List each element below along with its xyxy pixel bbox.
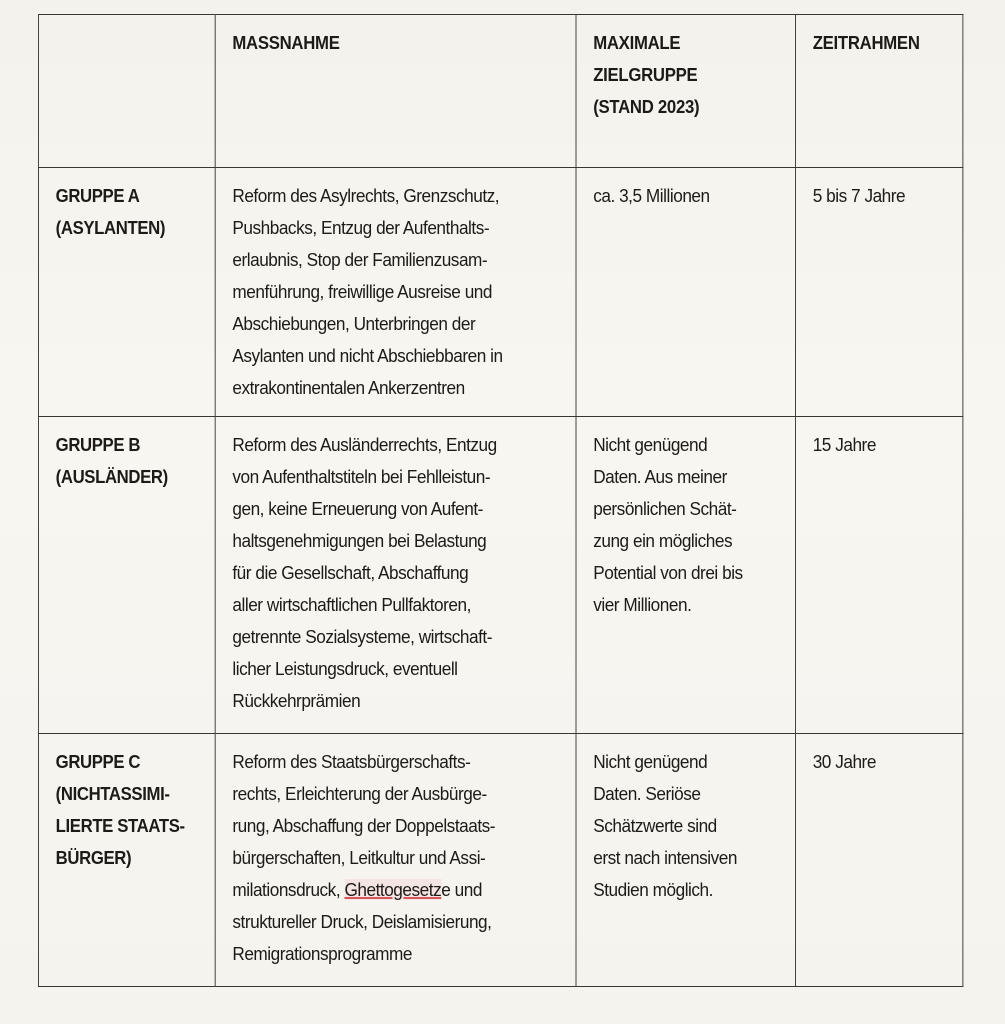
measures-table — [38, 14, 963, 987]
group-b-timeframe: 15 Jahre — [812, 434, 876, 455]
header-cell-empty — [38, 15, 215, 168]
target-cell — [576, 168, 795, 417]
measure-cell — [215, 417, 576, 734]
timeframe-cell — [795, 734, 962, 987]
header-timeframe-label: ZEITRAHMEN — [812, 33, 920, 53]
group-c-measure — [232, 751, 495, 964]
highlighted-word: Ghettogesetz — [344, 879, 442, 900]
table-row — [38, 734, 962, 987]
header-cell-measure — [215, 15, 576, 168]
group-a-label: GRUPPE A (ASYLANTEN) — [55, 186, 166, 238]
group-cell — [38, 168, 215, 417]
timeframe-cell — [795, 417, 962, 734]
group-c-timeframe: 30 Jahre — [812, 751, 876, 772]
header-cell-timeframe — [795, 15, 962, 168]
group-cell — [38, 734, 215, 987]
group-a-timeframe: 5 bis 7 Jahre — [812, 185, 906, 206]
table-header-row — [38, 15, 962, 168]
group-c-label: GRUPPE C (NICHTASSIMI- LIERTE STAATS- BÜRGER) — [55, 752, 185, 868]
group-b-measure: Reform des Ausländerrechts, Entzug von Aufenthaltstiteln bei Fehlleistun- gen, keine Erneuerung von Aufent- haltsgenehmigungen bei Belastung für die Gesellschaft, Abschaffung aller wirtschaftlichen Pullfaktoren, getrennte Sozialsysteme, wirtschaft- licher Leistungsdruck, eventuell Rückkehrprämien — [232, 434, 497, 711]
table-row — [38, 168, 962, 417]
group-b-label: GRUPPE B (AUSLÄNDER) — [55, 435, 168, 487]
header-cell-target-group — [576, 15, 795, 168]
group-cell — [38, 417, 215, 734]
group-c-target: Nicht genügend Daten. Seriöse Schätzwerte sind erst nach intensiven Studien möglich. — [593, 751, 737, 900]
group-a-target: ca. 3,5 Millionen — [593, 185, 710, 206]
group-c-measure-part1: Reform des Staatsbürgerschafts- rechts, Erleichterung der Ausbürge- rung, Abschaffung der Doppelstaats- bürgerschaften, Leitkultur und Assi- milationsdruck, — [232, 751, 496, 900]
header-measure-label: MASSNAHME — [232, 33, 340, 53]
header-target-group-label: MAXIMALE ZIELGRUPPE (STAND 2023) — [593, 33, 700, 117]
group-c-measure-part2: e und struktureller Druck, Deislamisierung, Remigrationsprogramme — [232, 879, 492, 964]
measure-cell — [215, 168, 576, 417]
timeframe-cell — [795, 168, 962, 417]
group-a-measure: Reform des Asylrechts, Grenzschutz, Pushbacks, Entzug der Aufenthalts- erlaubnis, Stop der Familienzusam- menführung, freiwillige Ausreise und Abschiebungen, Unterbringen der Asylanten und nicht Abschiebbaren in extrakontinentalen Ankerzentren — [232, 185, 503, 398]
group-b-target: Nicht genügend Daten. Aus meiner persönlichen Schät- zung ein mögliches Potential von drei bis vier Millionen. — [593, 434, 743, 615]
target-cell — [576, 417, 795, 734]
table-row — [38, 417, 962, 734]
target-cell — [576, 734, 795, 987]
measure-cell — [215, 734, 576, 987]
